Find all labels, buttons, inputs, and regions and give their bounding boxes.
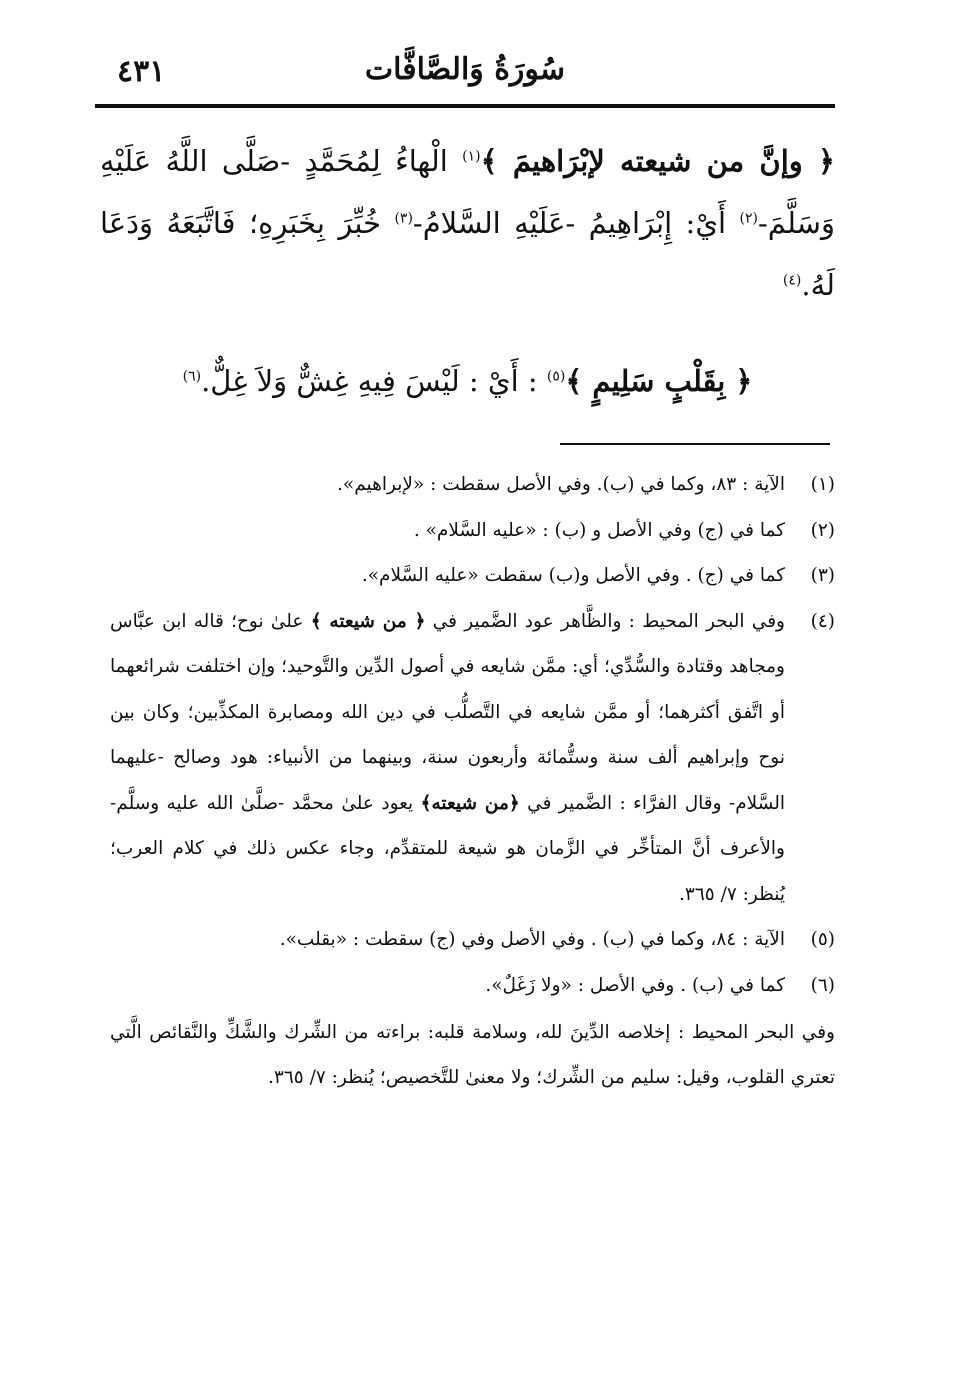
commentary-text-2: : أَيْ : لَيْسَ فِيهِ غِشٌّ وَلاَ غِلٌّ. bbox=[201, 364, 547, 398]
footnote-ref-1: (١) bbox=[462, 148, 481, 165]
footnote-4 bbox=[110, 599, 835, 918]
footnote-number: (٣) bbox=[810, 565, 835, 586]
surah-title: سُورَةُ وَالصَّافَّات bbox=[364, 52, 566, 87]
footnote-number: (٦) bbox=[810, 974, 835, 996]
footnote-4-part3: يعود علىٰ محمَّد -صلَّىٰ الله عليه وسلَّم- والأعرف أنَّ المتأخِّر في الزَّمان هو شيعة للمتقدِّم، وجاء عكس ذلك في كلام العرب؛ يُنظر: ٧/ ٣٦٥. bbox=[110, 792, 785, 905]
footnotes-section bbox=[110, 462, 835, 1100]
verse-quote-1: ﴿ وإنَّ من شيعته لإبْرَاهيمَ ﴾ bbox=[480, 144, 835, 178]
commentary-paragraph-2 bbox=[100, 356, 835, 406]
footnote-text: الآية : ٨٤، وكما في (ب) . وفي الأصل وفي (ج) سقطت : «بقلب». bbox=[279, 929, 785, 950]
footnote-4-part1: وفي البحر المحيط : والظَّاهر عود الضَّمير في bbox=[425, 610, 785, 632]
footnote-ref-3: (٣) bbox=[394, 210, 413, 227]
footnote-text: الآية : ٨٣، وكما في (ب). وفي الأصل سقطت : «لإبراهيم». bbox=[337, 474, 785, 495]
footnote-number: (٢) bbox=[810, 519, 835, 541]
footnote-number: (١) bbox=[810, 474, 835, 495]
commentary-text-1c: خُبِّرَ بِخَبَرِهِ؛ فَاتَّبَعَهُ وَدَعَا لَهُ. bbox=[100, 206, 835, 302]
commentary-text-1a: الْهاءُ لِمُحَمَّدٍ -صَلَّى اللَّهُ عَلَيْهِ وَسَلَّمَ- bbox=[100, 144, 835, 240]
footnote-4-quote2: ﴿من شيعته﴾ bbox=[420, 792, 520, 814]
closing-note: وفي البحر المحيط : إخلاصه الدِّينَ لله، وسلامة قلبه: براءته من الشِّرك والشَّكِّ والنَّقائص الَّتي تعتري القلوب، وقيل: سليم من الشِّرك؛ ولا معنىٰ للتَّخصيص؛ يُنظر: ٧/ ٣٦٥. bbox=[110, 1022, 835, 1088]
footnote-ref-2: (٢) bbox=[739, 210, 758, 227]
footnote-3 bbox=[110, 553, 835, 599]
footnote-2 bbox=[110, 508, 835, 554]
verse-quote-2: ﴿ بِقَلْبٍ سَلِيمٍ ﴾ bbox=[565, 364, 753, 398]
footnote-text bbox=[110, 599, 785, 918]
footnote-number: (٤) bbox=[810, 610, 835, 632]
footnote-text: كما في (ب) . وفي الأصل : «ولا زَغَلٌ». bbox=[485, 974, 785, 996]
commentary-paragraph-1 bbox=[100, 130, 835, 316]
footnote-4-quote1: ﴿ من شيعته ﴾ bbox=[310, 610, 426, 632]
footnote-text: كما في (ج) وفي الأصل و (ب) : «عليه السَّلام» . bbox=[413, 519, 785, 541]
footnote-text: كما في (ج) . وفي الأصل و(ب) سقطت «عليه السَّلام». bbox=[361, 565, 785, 586]
footnote-number: (٥) bbox=[810, 929, 835, 950]
footnote-ref-4: (٤) bbox=[782, 272, 802, 289]
footnote-4-part2: علىٰ نوح؛ قاله ابن عبَّاس ومجاهد وقتادة والسُّدِّي؛ أي: ممَّن شايعه في أصول الدِّين والتَّوحيد؛ وإن اختلفت شرائعهما أو اتَّفق أكثرهما؛ أو ممَّن شايعه في التَّصلُّب في دين الله ومصابرة المكذِّبين؛ وكان بين نوح وإبراهيم ألف سنة وستُّمائة وأربعون سنة، وبينهما من الأنبياء: هود وصالح -عليهما السَّلام- وقال الفرَّاء : الضَّمير في bbox=[110, 610, 785, 814]
footnote-1 bbox=[110, 462, 835, 508]
footnote-separator bbox=[560, 443, 830, 445]
header-rule bbox=[95, 104, 835, 108]
page-header bbox=[95, 52, 835, 98]
footnote-ref-5: (٥) bbox=[546, 368, 566, 385]
commentary-text-1b: أَيْ: إِبْرَاهِيمُ -عَلَيْهِ السَّلامُ- bbox=[412, 206, 740, 240]
footnote-6 bbox=[110, 963, 835, 1009]
main-commentary bbox=[100, 130, 835, 316]
page-number: ٤٣١ bbox=[117, 54, 166, 89]
footnote-5 bbox=[110, 917, 835, 963]
footnote-ref-6: (٦) bbox=[182, 368, 202, 385]
